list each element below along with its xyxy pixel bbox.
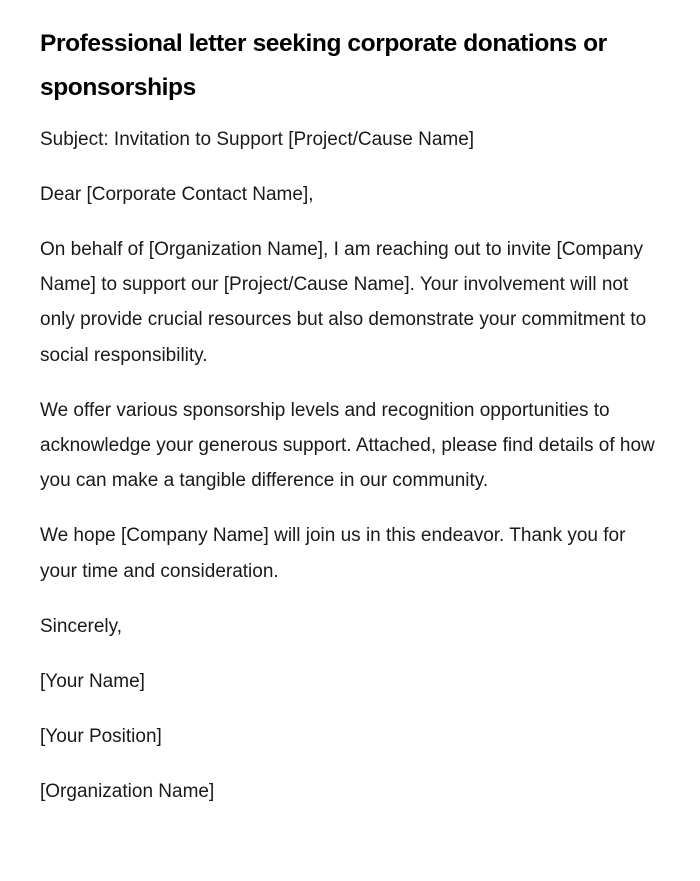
signature-name: [Your Name] xyxy=(40,670,145,692)
letter-title: Professional letter seeking corporate donations or sponsorships xyxy=(40,30,607,101)
letter-salutation: Dear [Corporate Contact Name], xyxy=(40,184,314,205)
letter-closing: Sincerely, xyxy=(40,615,123,637)
letter-subject: Subject: Invitation to Support [Project/Cause Name] xyxy=(40,129,475,150)
letter-paragraph-3: We hope [Company Name] will join us in this endeavor. Thank you for your time and consideration. xyxy=(40,525,626,582)
letter-paragraph-2: We offer various sponsorship levels and recognition opportunities to acknowledge your generous support. Attached, please find details of how you can make a tangible difference in our community. xyxy=(40,399,655,492)
signature-position: [Your Position] xyxy=(40,725,162,747)
signature-organization: [Organization Name] xyxy=(40,780,215,802)
letter-paragraph-1: On behalf of [Organization Name], I am reaching out to invite [Company Name] to support our [Project/Cause Name]. Your involvement will not only provide crucial resources but also demonstrate your commitment to social responsibility. xyxy=(40,239,647,366)
